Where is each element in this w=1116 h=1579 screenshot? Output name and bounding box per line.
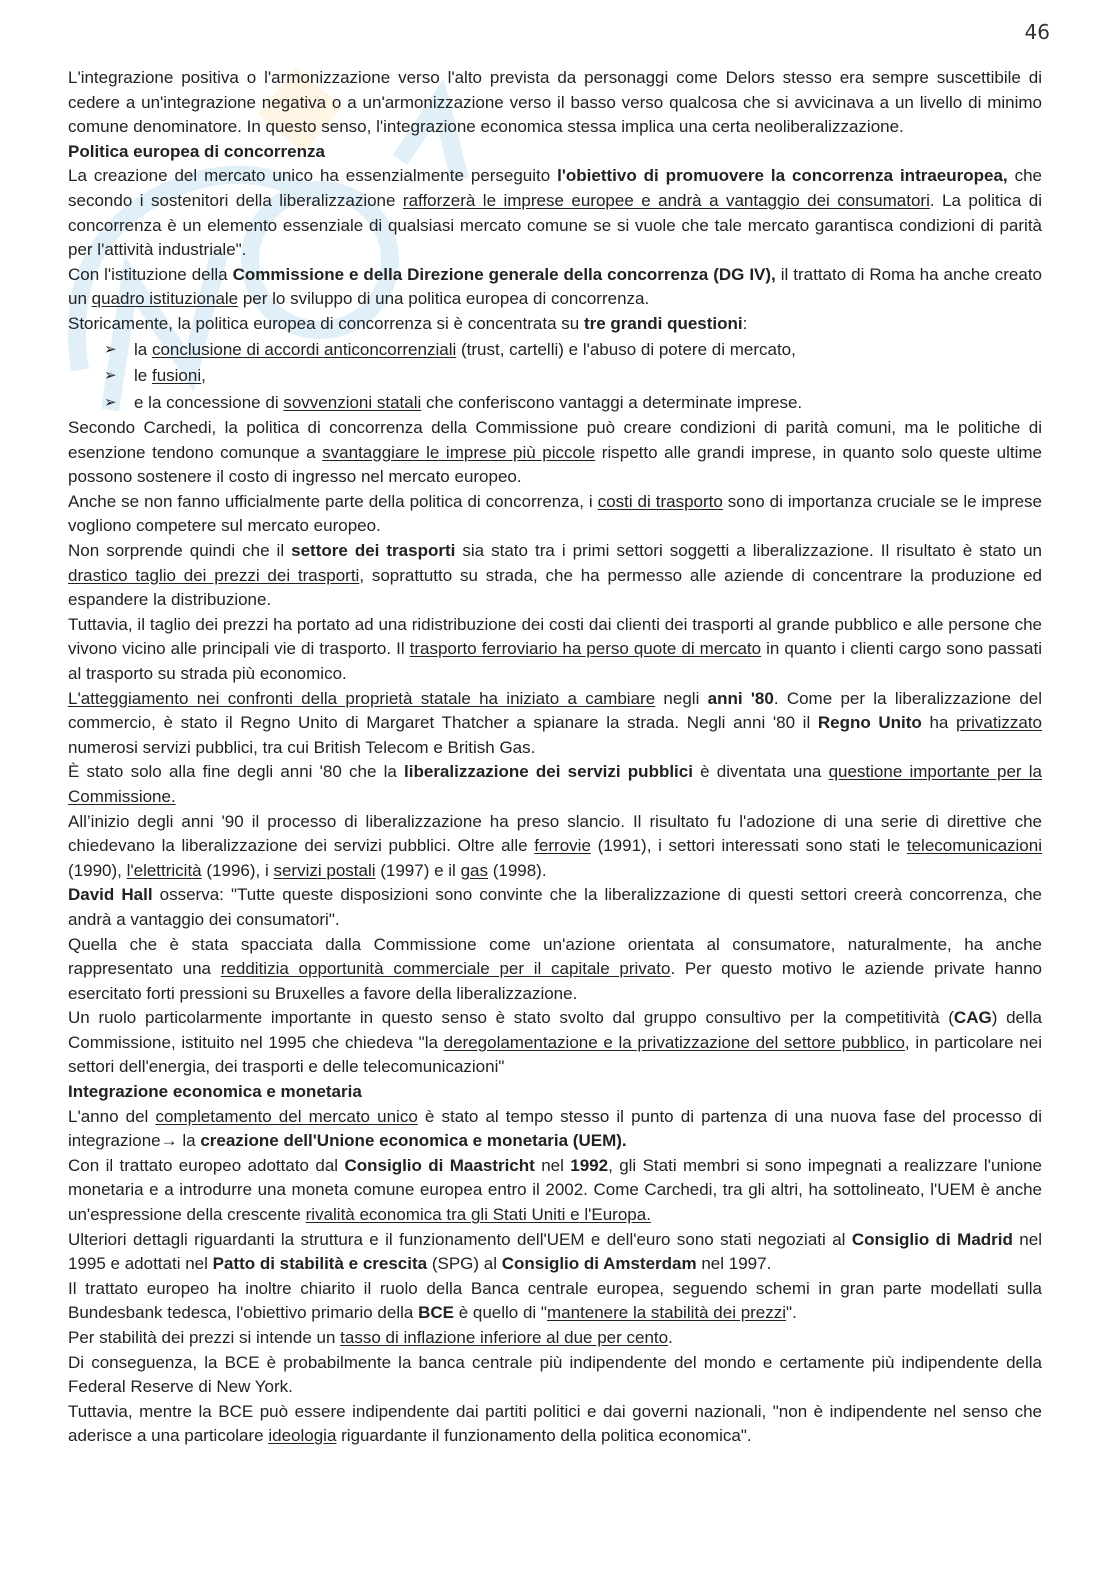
paragraph: L'atteggiamento nei confronti della proprietà statale ha iniziato a cambiare negli anni '80. Come per la liberalizzazione del commercio, è stato il Regno Unito di Margaret Thatcher a spianare la strada. Negli anni '80 il Regno Unito ha privatizzato numerosi servizi pubblici, tra cui British Telecom e British Gas. (68, 688, 1043, 757)
paragraph: Ulteriori dettagli riguardanti la struttura e il funzionamento dell'UEM e dell'euro sono stati negoziati al Consiglio di Madrid nel 1995 e adottati nel Patto di stabilità e crescita (SPG) al Consiglio di Amsterdam nel 1997. (68, 1229, 1042, 1274)
paragraph: Tuttavia, il taglio dei prezzi ha portato ad una ridistribuzione dei costi dai clienti dei trasporti al grande pubblico e alle persone che vivono vicino alle principali vie di trasporto. Il trasporto ferroviario ha perso quote di mercato in quanto i clienti cargo sono passati al trasporto su strada più economico. (68, 614, 1042, 683)
paragraph: È stato solo alla fine degli anni '80 che la liberalizzazione dei servizi pubblici è diventata una questione importante per la Commissione. (68, 762, 1042, 806)
paragraph: Storicamente, la politica europea di concorrenza si è concentrata su tre grandi questioni: (68, 313, 748, 333)
document-body (68, 66, 1042, 1449)
paragraph: Il trattato europeo ha inoltre chiarito il ruolo della Banca centrale europea, seguendo schemi in gran parte modellati sulla Bundesbank tedesca, l'obiettivo primario della BCE è quello di "mantenere la stabilità dei prezzi". (68, 1278, 1042, 1323)
paragraph: La creazione del mercato unico ha essenzialmente perseguito l'obiettivo di promuovere la concorrenza intraeuropea, che secondo i sostenitori della liberalizzazione rafforzerà le imprese europee e andrà a vantaggio dei consumatori. La politica di concorrenza è un elemento essenziale di qualsiasi mercato comune se si vuole che tale mercato garantisca condizioni di parità per l'attività industriale". (68, 166, 1042, 260)
section-heading: Politica europea di concorrenza (68, 141, 325, 161)
paragraph: Quella che è stata spacciata dalla Commissione come un'azione orientata al consumatore, naturalmente, ha anche rappresentato una redditizia opportunità commerciale per il capitale privato. Per questo motivo le aziende private hanno esercitato forti pressioni su Bruxelles a favore della liberalizzazione. (68, 934, 1043, 1003)
paragraph: Con l'istituzione della Commissione e della Direzione generale della concorrenza (DG IV), il trattato di Roma ha anche creato un quadro istituzionale per lo sviluppo di una politica europea di concorrenza. (68, 264, 1043, 309)
right-arrow-icon: → (160, 1131, 178, 1151)
paragraph: L'integrazione positiva o l'armonizzazione verso l'alto prevista da personaggi come Delors stesso era sempre suscettibile di cedere a un'integrazione negativa o a un'armonizzazione verso il basso verso qualcosa che si avvicinava a un livello di minimo comune denominatore. In questo senso, l'integrazione economica stessa implica una certa neoliberalizzazione. (68, 68, 1042, 137)
list-item: ➢ le fusioni, (68, 363, 1042, 390)
list-item: ➢ e la concessione di sovvenzioni statali che conferiscono vantaggi a determinate imprese. (68, 390, 1042, 417)
section-heading: Integrazione economica e monetaria (68, 1082, 362, 1102)
paragraph: Secondo Carchedi, la politica di concorrenza della Commissione può creare condizioni di parità comuni, ma le politiche di esenzione tendono comunque a svantaggiare le imprese più piccole rispetto alle grandi imprese, in quanto solo queste ultime possono sostenere il costo di ingresso nel mercato europeo. (68, 418, 1042, 487)
bullet-list (68, 337, 1042, 417)
arrow-bullet-icon: ➢ (104, 367, 117, 385)
paragraph: Per stabilità dei prezzi si intende un tasso di inflazione inferiore al due per cento. (68, 1328, 673, 1347)
paragraph: Tuttavia, mentre la BCE può essere indipendente dai partiti politici e dai governi nazionali, "non è indipendente nel senso che aderisce a una particolare ideologia riguardante il funzionamento della politica economica". (68, 1401, 1042, 1446)
arrow-bullet-icon: ➢ (104, 393, 117, 411)
paragraph: Di conseguenza, la BCE è probabilmente la banca centrale più indipendente del mondo e certamente più indipendente della Federal Reserve di New York. (68, 1352, 1042, 1397)
paragraph: All’inizio degli anni '90 il processo di liberalizzazione ha preso slancio. Il risultato fu l'adozione di una serie di direttive che chiedevano la liberalizzazione dei servizi pubblici. Oltre alle ferrovie (1991), i settori interessati sono stati le telecomunicazioni (1990), l'elettricità (1996), i servizi postali (1997) e il gas (1998). (68, 811, 1042, 880)
arrow-bullet-icon: ➢ (104, 340, 117, 358)
paragraph: Non sorprende quindi che il settore dei trasporti sia stato tra i primi settori soggetti a liberalizzazione. Il risultato è stato un drastico taglio dei prezzi dei trasporti, soprattutto su strada, che ha permesso alle aziende di concentrare la produzione ed espandere la distribuzione. (68, 541, 1043, 610)
paragraph: Con il trattato europeo adottato dal Consiglio di Maastricht nel 1992, gli Stati membri si sono impegnati a realizzare l'unione monetaria e a introdurre una moneta comune europea entro il 2002. Come Carchedi, tra gli altri, ha sottolineato, l'UEM è anche un'espressione della crescente rivalità economica tra gli Stati Uniti e l'Europa. (68, 1155, 1043, 1225)
page-number: 46 (1024, 20, 1050, 44)
paragraph: Anche se non fanno ufficialmente parte della politica di concorrenza, i costi di trasporto sono di importanza cruciale se le imprese vogliono competere sul mercato europeo. (68, 491, 1042, 536)
paragraph: David Hall osserva: "Tutte queste disposizioni sono convinte che la liberalizzazione di questi settori creerà concorrenza, che andrà a vantaggio dei consumatori". (68, 885, 1042, 929)
paragraph: Un ruolo particolarmente importante in questo senso è stato svolto dal gruppo consultivo per la competitività (CAG) della Commissione, istituito nel 1995 che chiedeva "la deregolamentazione e la privatizzazione del settore pubblico, in particolare nei settori dell'energia, dei trasporti e delle telecomunicazioni" (68, 1008, 1042, 1077)
list-item: ➢ la conclusione di accordi anticoncorrenziali (trust, cartelli) e l'abuso di potere di mercato, (68, 337, 1042, 364)
paragraph: L'anno del completamento del mercato unico è stato al tempo stesso il punto di partenza di una nuova fase del processo di integrazione→ la creazione dell'Unione economica e monetaria (UEM). (68, 1106, 1043, 1151)
